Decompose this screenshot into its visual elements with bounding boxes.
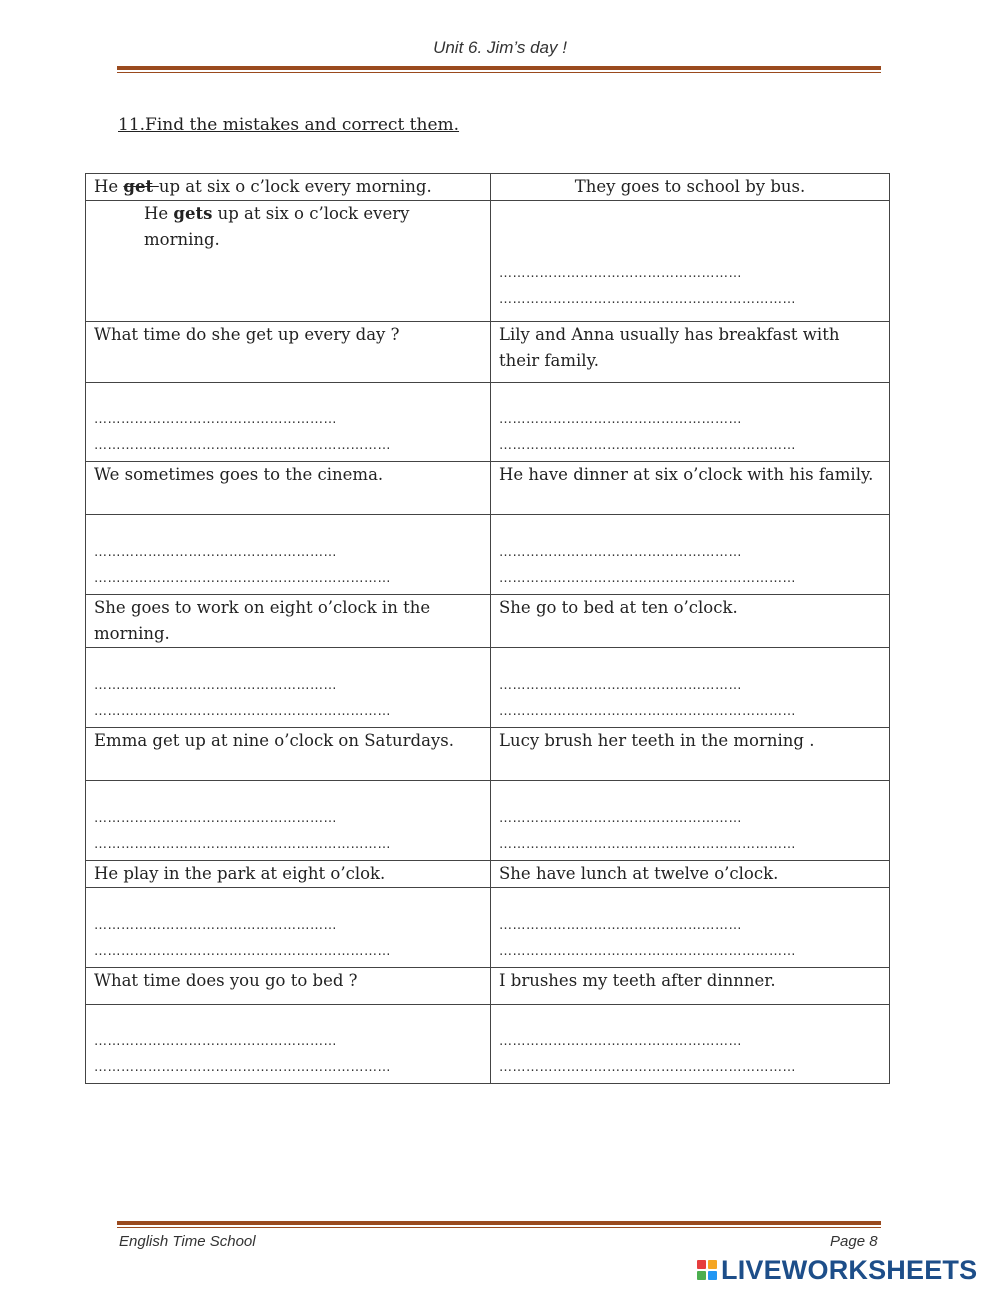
answer-line[interactable]: ………………………………………………………… (94, 837, 391, 852)
answer-line[interactable]: ………………………………………………………… (499, 1060, 796, 1075)
answer-line[interactable]: ………………………………………………………… (499, 292, 796, 307)
answer-line[interactable]: ……………………………………………… (499, 1034, 742, 1049)
example-question-left: He get up at six o c’lock every morning. (86, 174, 491, 201)
liveworksheets-logo-text: LIVEWORKSHEETS (721, 1254, 978, 1285)
answer-line[interactable]: ……………………………………………… (499, 266, 742, 281)
corrected-word: gets (173, 204, 213, 223)
answer-line[interactable]: ………………………………………………………… (94, 571, 391, 586)
answer-line[interactable]: ………………………………………………………… (94, 1060, 391, 1075)
answer-line[interactable]: ……………………………………………… (499, 678, 742, 693)
answer-blank-cell[interactable] (86, 1005, 491, 1084)
answer-line[interactable]: ………………………………………………………… (499, 571, 796, 586)
example-answer-left: He gets up at six o c’lock every morning. (86, 201, 491, 322)
answer-line[interactable]: ………………………………………………………… (499, 438, 796, 453)
answer-blank-cell[interactable] (491, 383, 890, 462)
answer-row (86, 1005, 890, 1084)
example-question-row (86, 174, 890, 201)
answer-line[interactable]: ……………………………………………… (94, 811, 337, 826)
answer-line[interactable]: ……………………………………………… (94, 545, 337, 560)
example-question-right: They goes to school by bus. (491, 174, 890, 201)
answer-row (86, 648, 890, 728)
answer-blank-cell[interactable] (491, 1005, 890, 1084)
answer-line[interactable]: ……………………………………………… (94, 678, 337, 693)
answer-line[interactable]: ………………………………………………………… (499, 944, 796, 959)
answer-blank-cell[interactable] (86, 515, 491, 595)
question-row (86, 728, 890, 781)
footer-page-number: Page 8 (830, 1233, 878, 1250)
question-right: He have dinner at six o’clock with his family. (491, 462, 890, 515)
question-right: She go to bed at ten o’clock. (491, 595, 890, 648)
liveworksheets-logo (697, 1255, 977, 1285)
answer-line[interactable]: ……………………………………………… (94, 918, 337, 933)
answer-row (86, 383, 890, 462)
question-left: We sometimes goes to the cinema. (86, 462, 491, 515)
answer-line[interactable]: ………………………………………………………… (94, 704, 391, 719)
logo-square (708, 1271, 717, 1280)
logo-square (697, 1271, 706, 1280)
answer-line[interactable]: ……………………………………………… (499, 918, 742, 933)
question-row (86, 968, 890, 1005)
answer-line[interactable]: ………………………………………………………… (499, 704, 796, 719)
liveworksheets-logo-icon (697, 1260, 717, 1280)
answer-blank-cell[interactable] (491, 648, 890, 728)
question-row (86, 861, 890, 888)
question-left: Emma get up at nine o’clock on Saturdays. (86, 728, 491, 781)
header-rule (117, 66, 881, 73)
answer-line[interactable]: ……………………………………………… (499, 412, 742, 427)
answer-blank-cell[interactable] (491, 515, 890, 595)
answer-row (86, 888, 890, 968)
footer-school-name: English Time School (119, 1233, 256, 1250)
question-left: He play in the park at eight o’clok. (86, 861, 491, 888)
answer-blank-cell[interactable] (86, 383, 491, 462)
answer-line[interactable]: ………………………………………………………… (499, 837, 796, 852)
answer-line[interactable]: ………………………………………………………… (94, 944, 391, 959)
question-row (86, 595, 890, 648)
answer-blank-cell[interactable] (86, 648, 491, 728)
question-row (86, 462, 890, 515)
answer-row (86, 781, 890, 861)
struck-word: get (123, 177, 159, 196)
answer-row (86, 515, 890, 595)
question-row (86, 322, 890, 383)
answer-line[interactable]: ……………………………………………… (94, 412, 337, 427)
answer-blank-cell[interactable] (491, 781, 890, 861)
page-header-title: Unit 6. Jim’s day ! (433, 38, 567, 57)
answer-blank-cell[interactable] (491, 888, 890, 968)
question-right: Lucy brush her teeth in the morning . (491, 728, 890, 781)
exercise-table (85, 173, 890, 1084)
question-right: I brushes my teeth after dinnner. (491, 968, 890, 1005)
answer-line[interactable]: ………………………………………………………… (94, 438, 391, 453)
answer-blank-cell[interactable] (86, 781, 491, 861)
question-right: Lily and Anna usually has breakfast with their family. (491, 322, 890, 383)
question-left: What time do she get up every day ? (86, 322, 491, 383)
question-left: What time does you go to bed ? (86, 968, 491, 1005)
logo-square (708, 1260, 717, 1269)
answer-line[interactable]: ……………………………………………… (94, 1034, 337, 1049)
question-right: She have lunch at twelve o’clock. (491, 861, 890, 888)
footer-rule (117, 1221, 881, 1228)
logo-square (697, 1260, 706, 1269)
answer-blank-cell[interactable] (86, 888, 491, 968)
question-left: She goes to work on eight o’clock in the morning. (86, 595, 491, 648)
answer-blank-cell[interactable] (491, 201, 890, 322)
answer-line[interactable]: ……………………………………………… (499, 545, 742, 560)
answer-line[interactable]: ……………………………………………… (499, 811, 742, 826)
exercise-instruction: 11.Find the mistakes and correct them. (118, 115, 460, 135)
example-answer-row (86, 201, 890, 322)
